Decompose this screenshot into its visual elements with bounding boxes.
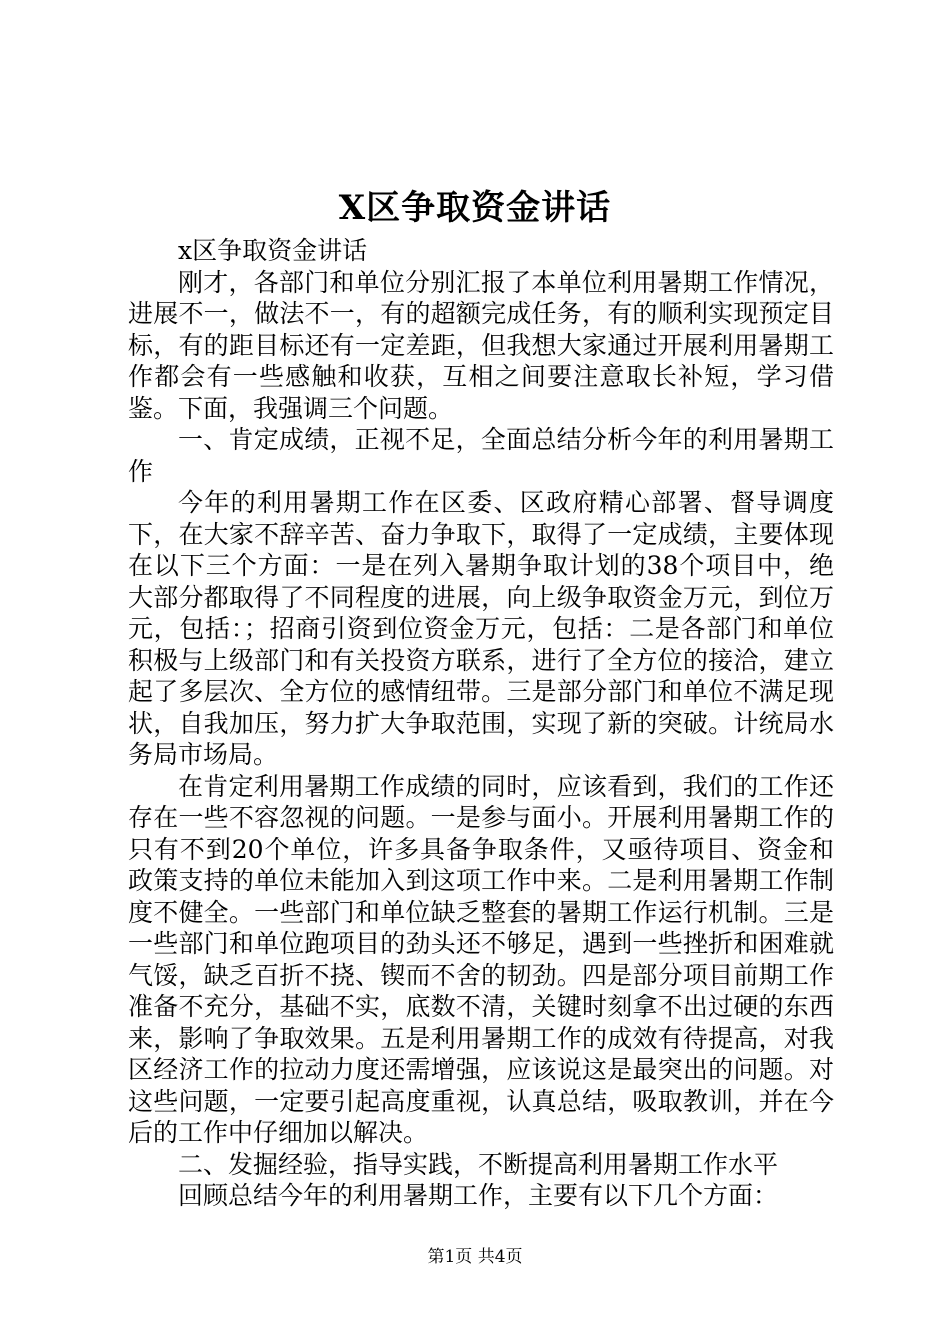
body-paragraph: 回顾总结今年的利用暑期工作，主要有以下几个方面： — [178, 1181, 779, 1210]
subtitle-paragraph: x区争取资金讲话 — [178, 236, 368, 265]
body-paragraph: 在肯定利用暑期工作成绩的同时，应该看到，我们的工作还存在一些不容忽视的问题。一是参与面小。开展利用暑期工作的只有不到20个单位，许多具备争取条件，又亟待项目、资金和政策支持的单位未能加入到这项工作中来。二是利用暑期工作制度不健全。一些部门和单位缺乏整套的暑期工作运行机制。三是一些部门和单位跑项目的劲头还不够足，遇到一些挫折和困难就气馁，缺乏百折不挠、锲而不舍的韧劲。四是部分项目前期工作准备不充分，基础不实，底数不清，关键时刻拿不出过硬的东西来，影响了争取效果。五是利用暑期工作的成效有待提高，对我区经济工作的拉动力度还需增强，应该说这是最突出的问题。对这些问题，一定要引起高度重视，认真总结，吸取教训，并在今后的工作中仔细加以解决。 — [128, 771, 834, 1147]
body-paragraph: 今年的利用暑期工作在区委、区政府精心部署、督导调度下，在大家不辞辛苦、奋力争取下，取得了一定成绩，主要体现在以下三个方面：一是在列入暑期争取计划的38个项目中，绝大部分都取得了不同程度的进展，向上级争取资金万元，到位万元，包括：；招商引资到位资金万元，包括：二是各部门和单位积极与上级部门和有关投资方联系，进行了全方位的接洽，建立起了多层次、全方位的感情纽带。三是部分部门和单位不满足现状，自我加压，努力扩大争取范围，实现了新的突破。计统局水务局市场局。 — [128, 488, 834, 769]
page-number-footer: 第1页 共4页 — [427, 1247, 523, 1267]
section-heading: 一、肯定成绩，正视不足，全面总结分析今年的利用暑期工作 — [128, 425, 834, 486]
section-heading: 二、发掘经验，指导实践，不断提高利用暑期工作水平 — [178, 1149, 779, 1179]
document-body — [128, 235, 834, 1212]
document-title: X区争取资金讲话 — [338, 188, 612, 228]
body-paragraph: 刚才，各部门和单位分别汇报了本单位利用暑期工作情况，进展不一，做法不一，有的超额完成任务，有的顺利实现预定目标，有的距目标还有一定差距，但我想大家通过开展利用暑期工作都会有一些感触和收获，互相之间要注意取长补短，学习借鉴。下面，我强调三个问题。 — [128, 267, 834, 423]
